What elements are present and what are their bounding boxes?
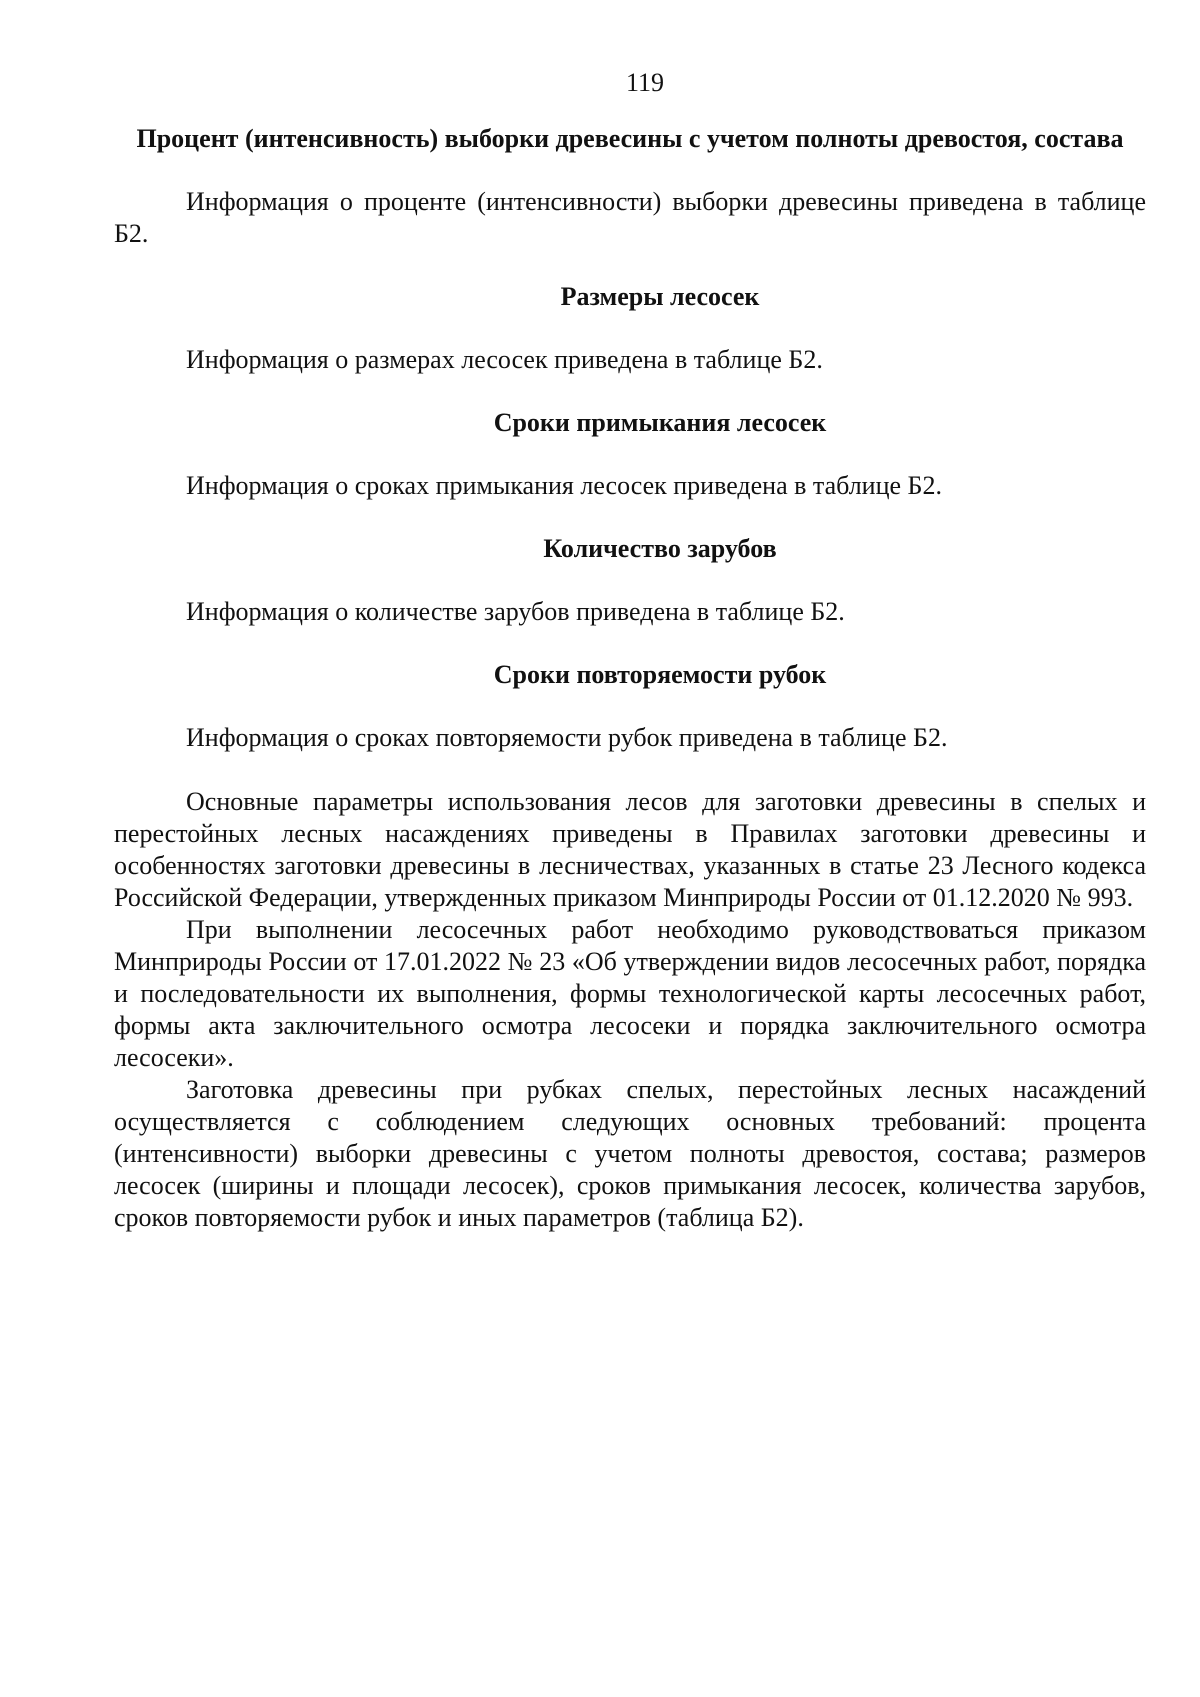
section-number-of-cuts [114, 533, 1146, 628]
page-number: 119 [625, 68, 665, 97]
section-text: Информация о сроках повторяемости рубок приведена в таблице Б2. [186, 723, 948, 752]
section-heading: Сроки примыкания лесосек [493, 408, 827, 437]
section-adjacency-terms [114, 407, 1146, 502]
body-paragraph: Основные параметры использования лесов для заготовки древесины в спелых и перестойных лесных насаждениях приведены в Правилах заготовки древесины и особенностях заготовки древесины в лесничествах, указанных в статье 23 Лесного кодекса Российской Федерации, утвержденных приказом Минприроды России от 01.12.2020 № 993. [114, 787, 1146, 912]
section-heading: Процент (интенсивность) выборки древесины с учетом полноты древостоя, состава [136, 124, 1124, 153]
body-paragraph: При выполнении лесосечных работ необходимо руководствоваться приказом Минприроды России от 17.01.2022 № 23 «Об утверждении видов лесосечных работ, порядка и последовательности их выполнения, формы технологической карты лесосечных работ, формы акта заключительного осмотра лесосеки и порядка заключительного осмотра лесосеки». [114, 915, 1146, 1072]
body-paragraph: Заготовка древесины при рубках спелых, перестойных лесных насаждений осуществляется с соблюдением следующих основных требований: процента (интенсивности) выборки древесины с учетом полноты древостоя, состава; размеров лесосек (ширины и площади лесосек), сроков примыкания лесосек, количества зарубов, сроков повторяемости рубок и иных параметров (таблица Б2). [114, 1075, 1146, 1232]
section-heading: Размеры лесосек [560, 282, 760, 311]
section-repeat-terms [114, 659, 1146, 754]
section-text: Информация о количестве зарубов приведена в таблице Б2. [186, 597, 845, 626]
section-intensity [114, 123, 1146, 250]
document-page [114, 68, 1146, 1234]
section-cutting-area-sizes [114, 281, 1146, 376]
section-heading: Сроки повторяемости рубок [493, 660, 827, 689]
body-text [114, 786, 1146, 1234]
section-text: Информация о размерах лесосек приведена в таблице Б2. [186, 345, 823, 374]
section-heading: Количество зарубов [543, 534, 777, 563]
section-text: Информация о проценте (интенсивности) выборки древесины приведена в таблице Б2. [114, 187, 1146, 248]
section-text: Информация о сроках примыкания лесосек приведена в таблице Б2. [186, 471, 942, 500]
